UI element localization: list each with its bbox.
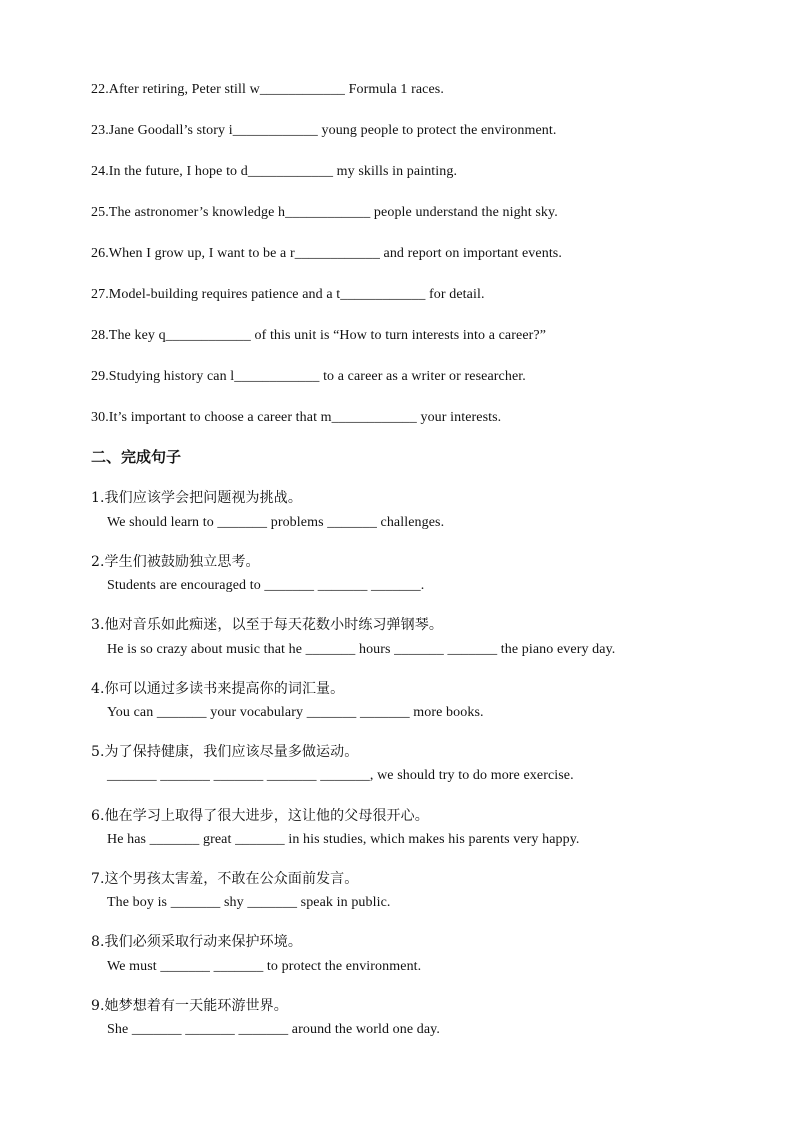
question-25: 25.The astronomer’s knowledge h____________ people understand the night sky. xyxy=(91,205,558,220)
sentence-9-chinese: 9.她梦想着有一天能环游世界。 xyxy=(91,998,288,1014)
sentence-5-english: _______ _______ _______ _______ _______, we should try to do more exercise. xyxy=(107,768,574,783)
sentence-4-english: You can _______ your vocabulary _______ _______ more books. xyxy=(107,705,484,720)
sentence-7-chinese: 7.这个男孩太害羞，不敢在公众面前发言。 xyxy=(91,871,359,887)
sentence-3-english: He is so crazy about music that he _______ hours _______ _______ the piano every day. xyxy=(107,642,616,657)
sentence-7-english: The boy is _______ shy _______ speak in public. xyxy=(107,895,391,910)
question-29: 29.Studying history can l____________ to a career as a writer or researcher. xyxy=(91,369,526,384)
question-23: 23.Jane Goodall’s story i____________ young people to protect the environment. xyxy=(91,123,557,138)
question-24: 24.In the future, I hope to d____________ my skills in painting. xyxy=(91,164,458,179)
sentence-8-chinese: 8.我们必须采取行动来保护环境。 xyxy=(91,934,302,950)
sentence-8-english: We must _______ _______ to protect the environment. xyxy=(107,959,422,974)
sentence-9-english: She _______ _______ _______ around the world one day. xyxy=(107,1022,440,1037)
question-30: 30.It’s important to choose a career that m____________ your interests. xyxy=(91,410,502,425)
question-28: 28.The key q____________ of this unit is “How to turn interests into a career?” xyxy=(91,328,547,343)
sentence-1-chinese: 1.我们应该学会把问题视为挑战。 xyxy=(91,490,302,506)
sentence-2-english: Students are encouraged to _______ _______ _______. xyxy=(107,578,425,593)
sentence-1-english: We should learn to _______ problems _______ challenges. xyxy=(107,515,445,530)
sentence-5-chinese: 5.为了保持健康，我们应该尽量多做运动。 xyxy=(91,744,359,760)
sentence-6-english: He has _______ great _______ in his studies, which makes his parents very happy. xyxy=(107,832,580,847)
sentence-6-chinese: 6.他在学习上取得了很大进步，这让他的父母很开心。 xyxy=(91,808,429,824)
section-title: 二、完成句子 xyxy=(91,448,182,466)
question-22: 22.After retiring, Peter still w____________ Formula 1 races. xyxy=(91,82,444,97)
sentence-2-chinese: 2.学生们被鼓励独立思考。 xyxy=(91,554,260,570)
question-26: 26.When I grow up, I want to be a r____________ and report on important events. xyxy=(91,246,562,261)
sentence-4-chinese: 4.你可以通过多读书来提高你的词汇量。 xyxy=(91,681,345,697)
question-27: 27.Model-building requires patience and a t____________ for detail. xyxy=(91,287,485,302)
sentence-3-chinese: 3.他对音乐如此痴迷，以至于每天花数小时练习弹钢琴。 xyxy=(91,617,443,633)
